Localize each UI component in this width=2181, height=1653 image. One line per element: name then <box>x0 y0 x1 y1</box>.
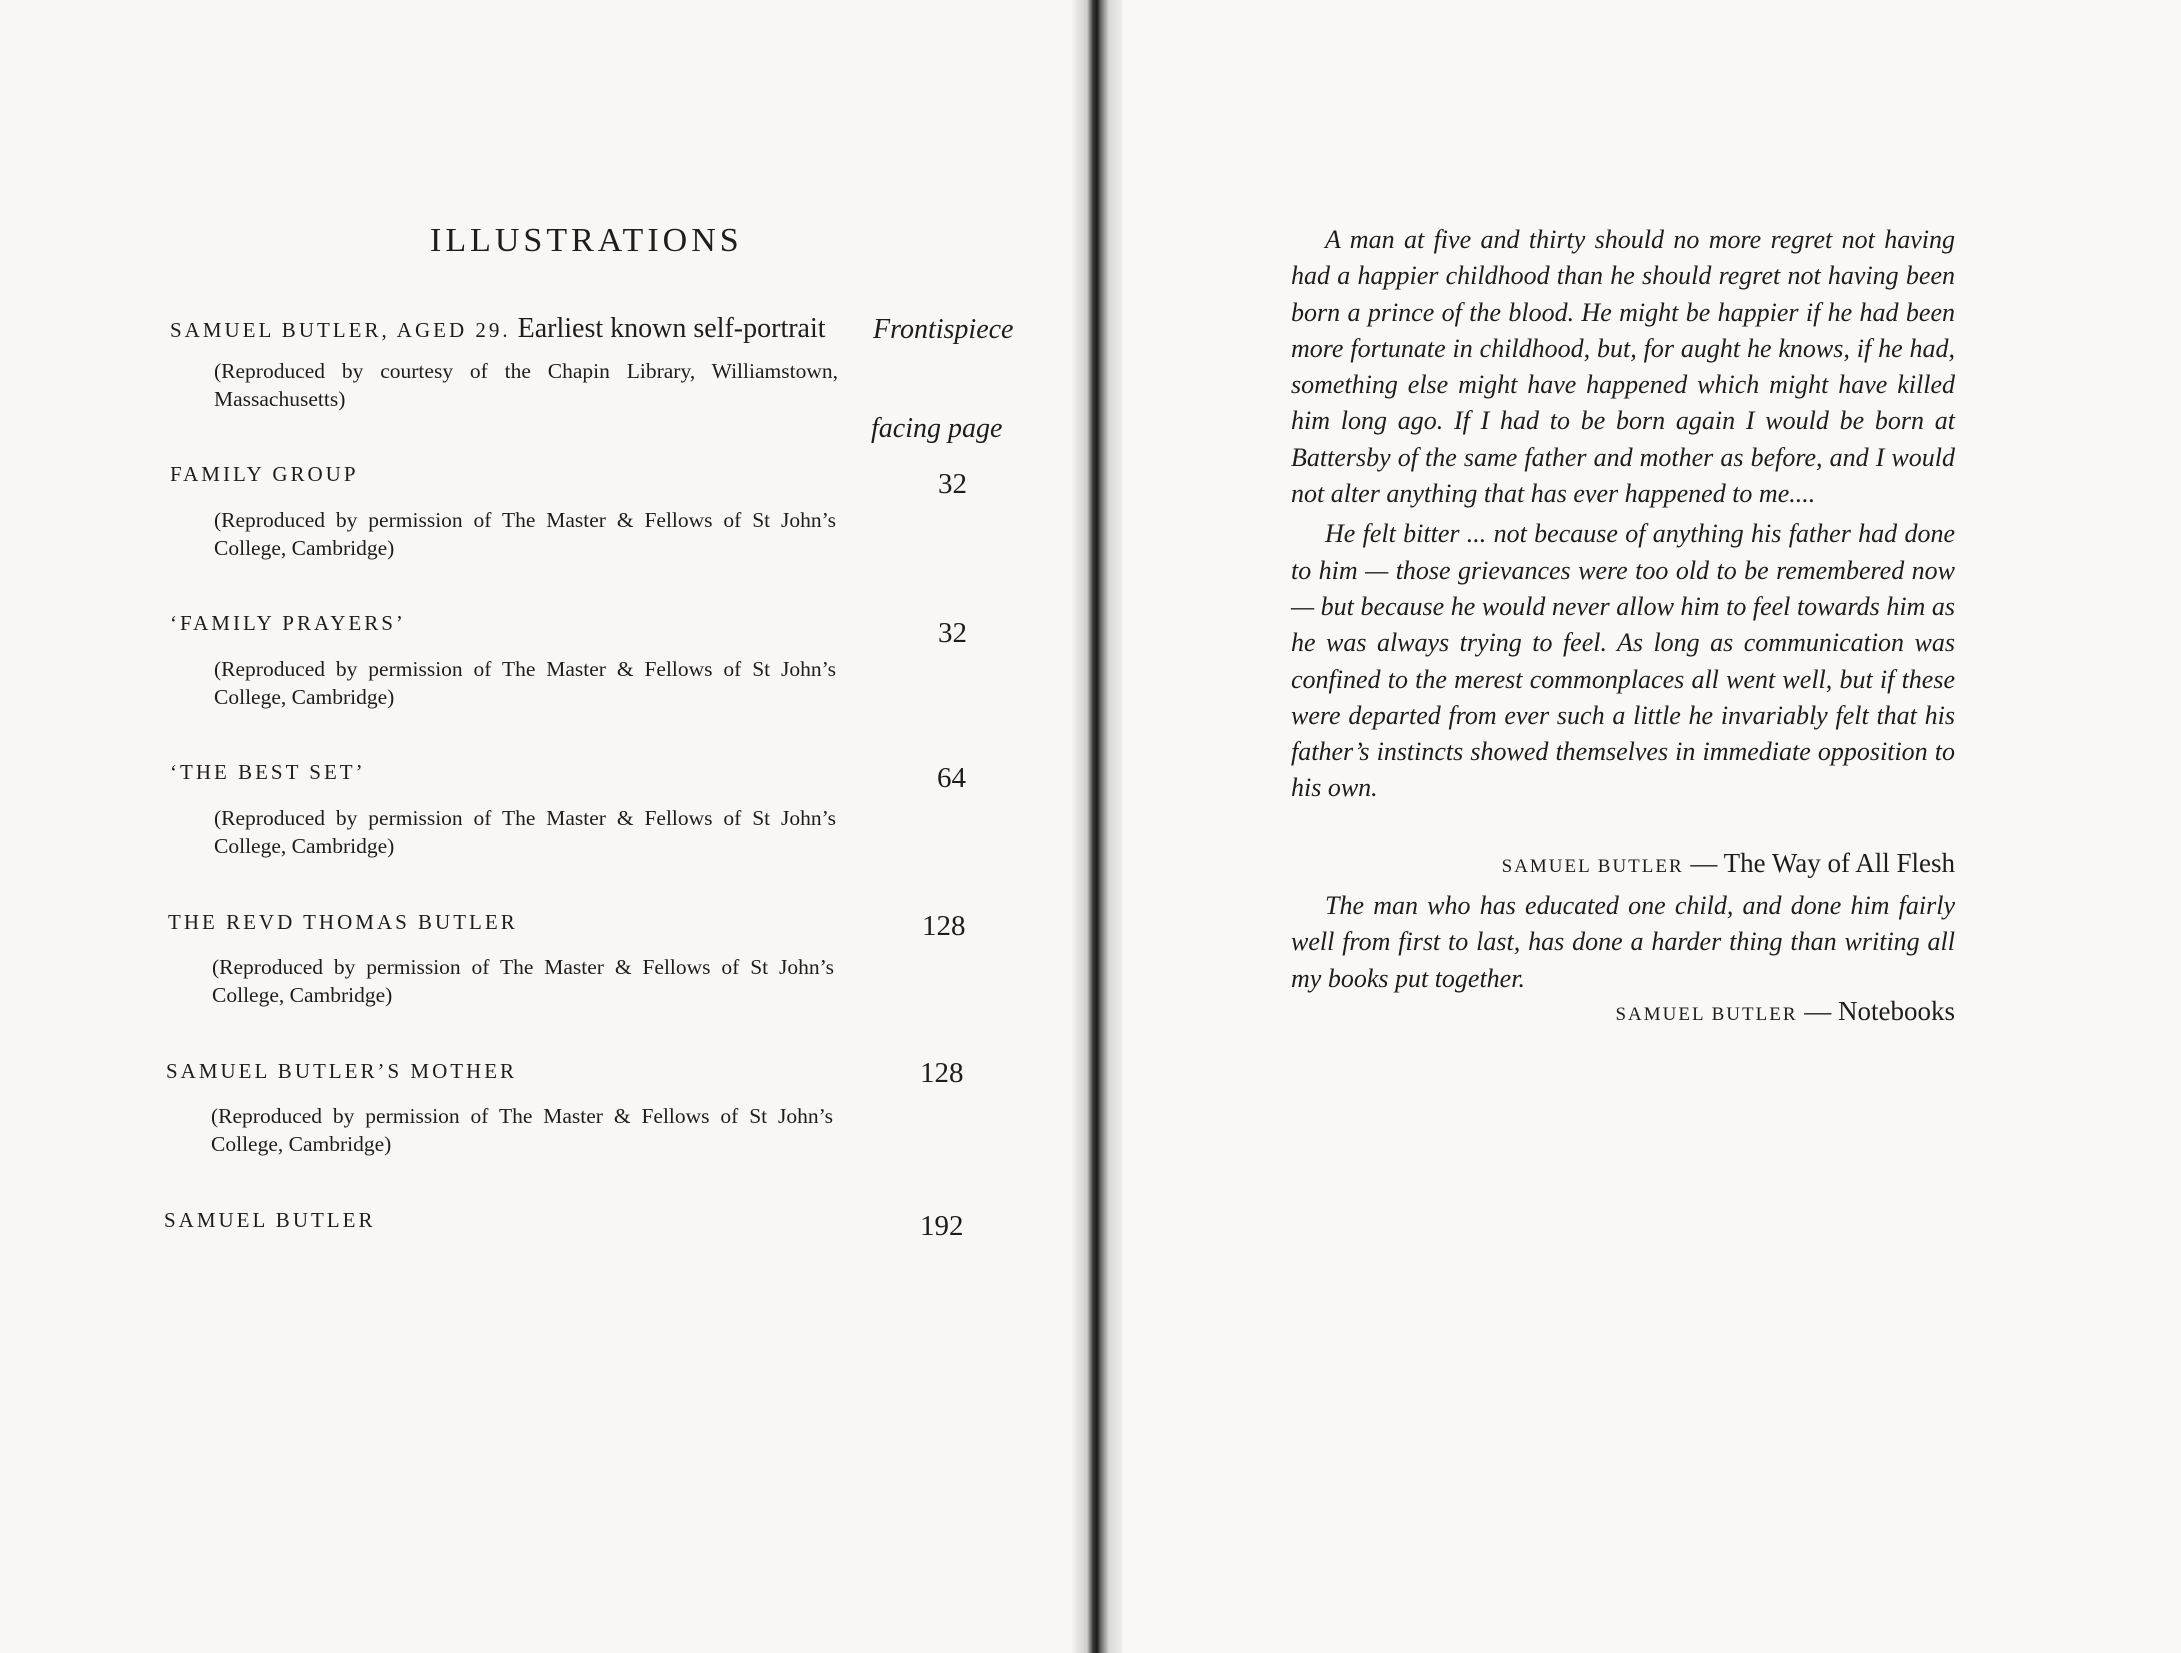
entry-title: ‘THE BEST SET’ <box>170 760 366 784</box>
column-label: facing page <box>871 413 1003 444</box>
entry-page: 128 <box>920 1057 964 1089</box>
entry-title: FAMILY GROUP <box>170 462 359 486</box>
frontispiece-title: Earliest known self-portrait <box>517 313 826 344</box>
entry-note: (Reproduced by permission of The Master & Fellows of St John’s College, Cambridge) <box>214 806 836 858</box>
attribution-author: SAMUEL BUTLER <box>1501 856 1684 877</box>
entry-page: 32 <box>938 617 967 649</box>
entry-page: 64 <box>937 762 966 794</box>
entry-note: (Reproduced by permission of The Master & Fellows of St John’s College, Cambridge) <box>211 1104 833 1156</box>
attribution-author: SAMUEL BUTLER <box>1615 1004 1798 1025</box>
quote-notebooks <box>1291 888 1955 997</box>
entry-page: 192 <box>920 1210 964 1242</box>
entry-note: (Reproduced by permission of The Master & Fellows of St John’s College, Cambridge) <box>212 955 834 1007</box>
frontispiece-label: Frontispiece <box>873 314 1014 345</box>
entry-title: SAMUEL BUTLER <box>164 1208 376 1232</box>
frontispiece-caps: SAMUEL BUTLER, AGED 29. <box>170 318 511 342</box>
book-gutter <box>1072 0 1122 1653</box>
entry-title: SAMUEL BUTLER’S MOTHER <box>166 1059 518 1083</box>
page-heading: ILLUSTRATIONS <box>430 222 743 259</box>
quote-way-of-all-flesh <box>1291 222 1955 807</box>
entry-note: (Reproduced by permission of The Master & Fellows of St John’s College, Cambridge) <box>214 657 836 709</box>
entry-page: 128 <box>922 910 966 942</box>
attribution-work: — The Way of All Flesh <box>1690 848 1955 878</box>
frontispiece-entry <box>170 313 826 345</box>
quote-paragraph: The man who has educated one child, and done him fairly well from first to last, has done a harder thing than writing all my books put together. <box>1291 891 1955 993</box>
entry-page: 32 <box>938 468 967 500</box>
quote-paragraph: A man at five and thirty should no more regret not having had a happier childhood than he should regret not having been born a prince of the blood. He might be happier if he had been more fortunate in childhood, but, for aught he knows, if he had, something else might have happened which might have killed him long ago. If I had to be born again I would be born at Battersby of the same father and mother as before, and I would not alter anything that has ever happened to me.... <box>1291 225 1955 509</box>
quote-paragraph: He felt bitter ... not because of anything his father had done to him — those grievances were too old to be remembered now — but because he would never allow him to feel towards him as he was always trying to feel. As long as communication was confined to the merest commonplaces all went well, but if these were departed from ever such a little he invariably felt that his father’s instincts showed themselves in immediate opposition to his own. <box>1291 519 1955 803</box>
attribution <box>1502 848 1955 879</box>
entry-title: ‘FAMILY PRAYERS’ <box>170 611 406 635</box>
entry-note: (Reproduced by permission of The Master & Fellows of St John’s College, Cambridge) <box>214 508 836 560</box>
entry-title: THE REVD THOMAS BUTLER <box>168 910 518 934</box>
frontispiece-note: (Reproduced by courtesy of the Chapin Library, Williamstown, Massachusetts) <box>214 359 838 411</box>
attribution-work: — Notebooks <box>1804 996 1955 1026</box>
attribution <box>1615 996 1955 1027</box>
